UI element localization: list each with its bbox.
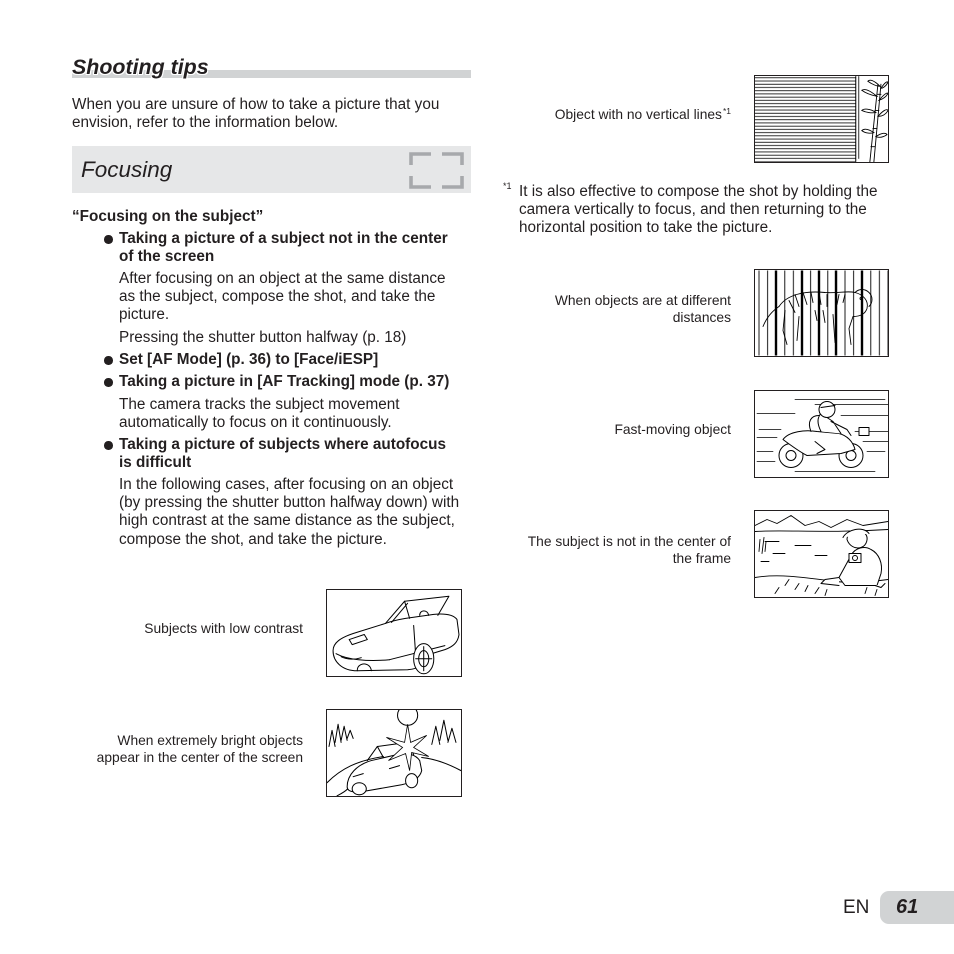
bullet-item-title <box>119 230 448 267</box>
page-number-tab <box>880 891 954 924</box>
section-title: Shooting tips <box>72 54 209 79</box>
caption-line: appear in the center of the screen <box>96 749 303 765</box>
body-line: The camera tracks the subject movement <box>119 395 400 413</box>
bullet-item-title <box>119 373 449 391</box>
intro-line: envision, refer to the information below. <box>72 114 339 132</box>
caption-line: the frame <box>672 550 731 566</box>
focus-frame-icon <box>409 152 464 189</box>
footnote-line: camera vertically to focus, and then returning to the <box>519 200 867 218</box>
bullet-body-paragraph <box>119 396 400 433</box>
page-number: 61 <box>896 896 919 918</box>
caption-line: Object with no vertical lines <box>554 106 722 122</box>
figure-frame <box>326 709 462 797</box>
bullet-body-paragraph <box>119 270 446 325</box>
bullet-marker <box>104 378 113 387</box>
caption-line: When extremely bright objects <box>117 732 303 748</box>
footnote-line: It is also effective to compose the shot by holding the <box>519 182 878 200</box>
body-line: Pressing the shutter button halfway (p. 18) <box>119 328 407 346</box>
bullet-body-paragraph <box>119 476 459 550</box>
body-line: compose the shot, and take the picture. <box>119 530 387 548</box>
footnote-text <box>519 183 878 238</box>
figure-frame <box>754 269 889 357</box>
body-line: picture. <box>119 306 170 324</box>
caption-line: Fast-moving object <box>614 421 731 437</box>
footnote-line: horizontal position to take the picture. <box>519 219 773 237</box>
person-by-lake-illustration <box>755 511 888 597</box>
figure-frame <box>754 75 889 163</box>
figure-frame <box>754 390 889 478</box>
bullet-body-paragraph <box>119 329 406 347</box>
intro-line: When you are unsure of how to take a picture that you <box>72 96 440 113</box>
focusing-heading-box <box>72 146 471 193</box>
bullet-item-title <box>119 351 378 369</box>
low-contrast-car-illustration <box>327 590 461 676</box>
figure-caption <box>144 620 303 637</box>
figure-caption <box>97 732 303 766</box>
bullet-marker <box>104 235 113 244</box>
body-line: After focusing on an object at the same distance <box>119 269 446 287</box>
bullet-marker <box>104 356 113 365</box>
figure-caption <box>555 106 731 125</box>
intro-paragraph <box>72 96 439 133</box>
caption-line-with-footnote <box>555 106 731 125</box>
bullet-title-line: Taking a picture of a subject not in the center <box>119 229 448 247</box>
caption-line: When objects are at different <box>554 292 731 308</box>
bullet-title-line: Taking a picture in [AF Tracking] mode (p. 37) <box>119 372 450 390</box>
bullet-title-line: Set [AF Mode] (p. 36) to [Face/iESP] <box>119 350 379 368</box>
caption-line: The subject is not in the center of <box>527 533 731 549</box>
caption-line: Subjects with low contrast <box>144 620 303 636</box>
body-line: automatically to focus on it continuously. <box>119 413 392 431</box>
figure-caption <box>614 421 731 438</box>
caption-line: distances <box>672 309 731 325</box>
bullet-title-line: is difficult <box>119 453 192 471</box>
body-line: In the following cases, after focusing on an object <box>119 475 454 493</box>
footnote-marker: *1 <box>503 181 512 191</box>
footnote-reference: *1 <box>722 105 731 116</box>
figure-frame <box>754 510 889 598</box>
bullet-marker <box>104 441 113 450</box>
body-line: (by pressing the shutter button halfway down) with <box>119 493 460 511</box>
figure-caption <box>528 533 731 567</box>
figure-caption <box>555 292 731 326</box>
body-line: high contrast at the same distance as the subject, <box>119 512 455 530</box>
blinds-with-bamboo-illustration <box>755 76 888 162</box>
bullet-item-title <box>119 436 446 473</box>
bullet-title-line: Taking a picture of subjects where autofocus <box>119 435 446 453</box>
motorcycle-rider-illustration <box>755 391 888 477</box>
body-line: as the subject, compose the shot, and take the <box>119 287 436 305</box>
figure-frame <box>326 589 462 677</box>
car-with-sun-glare-illustration <box>327 710 461 796</box>
page-language: EN <box>843 897 870 918</box>
focusing-title: Focusing <box>81 157 173 182</box>
subheading: “Focusing on the subject” <box>72 207 264 225</box>
tiger-behind-bars-illustration <box>755 270 888 356</box>
bullet-title-line: of the screen <box>119 247 215 265</box>
